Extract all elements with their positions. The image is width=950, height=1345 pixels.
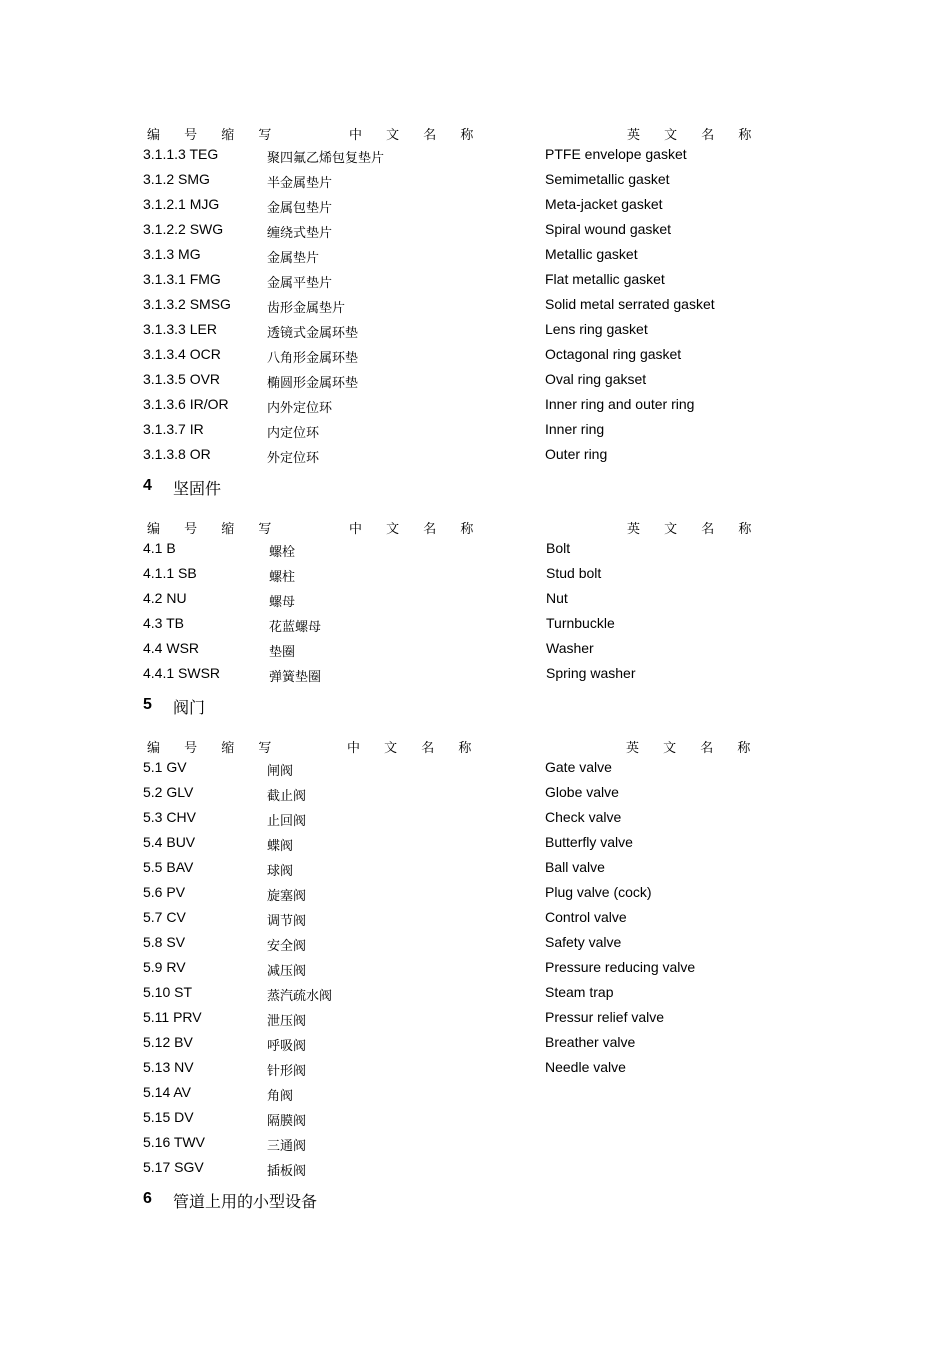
valve-rows	[143, 756, 763, 1181]
code-cell: 3.1.2.1 MJG	[143, 196, 220, 212]
english-name-cell: Spring washer	[546, 665, 636, 681]
section-number: 6	[143, 1190, 152, 1207]
chinese-name-cell: 蒸汽疏水阀	[267, 989, 333, 1004]
english-name-cell: PTFE envelope gasket	[545, 146, 687, 162]
chinese-name-cell: 插板阀	[267, 1164, 307, 1179]
english-name-cell: Spiral wound gasket	[545, 221, 672, 237]
english-name-cell: Globe valve	[545, 784, 619, 800]
english-name-cell: Lens ring gasket	[545, 321, 648, 337]
code-cell: 4.4 WSR	[143, 640, 200, 656]
table-header	[143, 731, 763, 756]
header-code-abbr: 编 号 缩 写	[147, 128, 282, 143]
chinese-name-cell: 金属包垫片	[267, 201, 333, 216]
header-english-name: 英 文 名 称	[626, 741, 761, 756]
chinese-name-cell: 螺栓	[269, 545, 296, 560]
english-name-cell: Check valve	[545, 809, 622, 825]
english-name-cell: Solid metal serrated gasket	[545, 296, 715, 312]
gasket-table	[143, 118, 763, 468]
header-code-abbr: 编 号 缩 写	[147, 522, 282, 537]
table-row	[143, 1131, 763, 1156]
section-number: 4	[143, 477, 152, 494]
code-cell: 3.1.3.8 OR	[143, 446, 211, 462]
english-name-cell: Nut	[546, 590, 568, 606]
chinese-name-cell: 内定位环	[267, 426, 320, 441]
english-name-cell: Control valve	[545, 909, 627, 925]
code-cell: 3.1.3.1 FMG	[143, 271, 221, 287]
code-cell: 5.15 DV	[143, 1109, 194, 1125]
english-name-cell: Semimetallic gasket	[545, 171, 670, 187]
table-row	[143, 981, 763, 1006]
code-cell: 3.1.3.4 OCR	[143, 346, 221, 362]
chinese-name-cell: 针形阀	[267, 1064, 307, 1079]
english-name-cell: Pressur relief valve	[545, 1009, 665, 1025]
chinese-name-cell: 闸阀	[267, 764, 294, 779]
chinese-name-cell: 八角形金属环垫	[267, 351, 359, 366]
english-name-cell: Steam trap	[545, 984, 614, 1000]
table-row	[143, 143, 763, 168]
table-row	[143, 906, 763, 931]
table-row	[143, 1156, 763, 1181]
chinese-name-cell: 内外定位环	[267, 401, 333, 416]
table-row	[143, 243, 763, 268]
code-cell: 5.4 BUV	[143, 834, 196, 850]
fastener-table	[143, 512, 763, 687]
section-title: 坚固件	[173, 479, 222, 498]
table-row	[143, 418, 763, 443]
chinese-name-cell: 角阀	[267, 1089, 294, 1104]
code-cell: 5.9 RV	[143, 959, 186, 975]
english-name-cell: Flat metallic gasket	[545, 271, 665, 287]
code-cell: 3.1.3.3 LER	[143, 321, 217, 337]
chinese-name-cell: 泄压阀	[267, 1014, 307, 1029]
chinese-name-cell: 外定位环	[267, 451, 320, 466]
section-6-heading	[143, 1181, 763, 1217]
table-row	[143, 393, 763, 418]
chinese-name-cell: 金属平垫片	[267, 276, 333, 291]
code-cell: 5.8 SV	[143, 934, 186, 950]
chinese-name-cell: 花蓝螺母	[269, 620, 322, 635]
table-row	[143, 368, 763, 393]
english-name-cell: Turnbuckle	[546, 615, 615, 631]
table-row	[143, 218, 763, 243]
code-cell: 3.1.2.2 SWG	[143, 221, 224, 237]
code-cell: 5.3 CHV	[143, 809, 196, 825]
table-row	[143, 781, 763, 806]
chinese-name-cell: 呼吸阀	[267, 1039, 307, 1054]
table-row	[143, 587, 763, 612]
english-name-cell: Bolt	[546, 540, 571, 556]
document-page	[143, 118, 763, 1217]
chinese-name-cell: 垫圈	[269, 645, 296, 660]
header-chinese-name: 中 文 名 称	[347, 741, 482, 756]
table-row	[143, 1006, 763, 1031]
english-name-cell: Oval ring gakset	[545, 371, 647, 387]
english-name-cell: Plug valve (cock)	[545, 884, 652, 900]
chinese-name-cell: 聚四氟乙烯包复垫片	[267, 151, 385, 166]
code-cell: 3.1.1.3 TEG	[143, 146, 219, 162]
code-cell: 4.3 TB	[143, 615, 184, 631]
section-number: 5	[143, 696, 152, 713]
table-row	[143, 662, 763, 687]
table-row	[143, 1081, 763, 1106]
table-row	[143, 168, 763, 193]
table-row	[143, 343, 763, 368]
code-cell: 3.1.3.6 IR/OR	[143, 396, 229, 412]
code-cell: 5.5 BAV	[143, 859, 194, 875]
header-chinese-name: 中 文 名 称	[349, 128, 484, 143]
table-row	[143, 881, 763, 906]
header-code-abbr: 编 号 缩 写	[147, 741, 282, 756]
header-english-name: 英 文 名 称	[627, 522, 762, 537]
code-cell: 5.14 AV	[143, 1084, 192, 1100]
chinese-name-cell: 隔膜阀	[267, 1114, 307, 1129]
code-cell: 5.10 ST	[143, 984, 193, 1000]
code-cell: 4.4.1 SWSR	[143, 665, 221, 681]
english-name-cell: Pressure reducing valve	[545, 959, 696, 975]
chinese-name-cell: 螺母	[269, 595, 296, 610]
code-cell: 5.17 SGV	[143, 1159, 204, 1175]
chinese-name-cell: 三通阀	[267, 1139, 307, 1154]
section-5-heading	[143, 687, 763, 723]
table-row	[143, 1106, 763, 1131]
code-cell: 3.1.3 MG	[143, 246, 201, 262]
english-name-cell: Outer ring	[545, 446, 608, 462]
section-title: 管道上用的小型设备	[173, 1192, 318, 1211]
table-row	[143, 268, 763, 293]
english-name-cell: Breather valve	[545, 1034, 636, 1050]
english-name-cell: Butterfly valve	[545, 834, 633, 850]
table-row	[143, 1056, 763, 1081]
table-row	[143, 831, 763, 856]
table-row	[143, 806, 763, 831]
english-name-cell: Metallic gasket	[545, 246, 638, 262]
gasket-rows	[143, 143, 763, 468]
code-cell: 3.1.3.7 IR	[143, 421, 204, 437]
table-row	[143, 931, 763, 956]
table-row	[143, 756, 763, 781]
english-name-cell: Ball valve	[545, 859, 605, 875]
code-cell: 4.2 NU	[143, 590, 187, 606]
chinese-name-cell: 弹簧垫圈	[269, 670, 322, 685]
chinese-name-cell: 金属垫片	[267, 251, 320, 266]
chinese-name-cell: 球阀	[267, 864, 294, 879]
code-cell: 3.1.3.2 SMSG	[143, 296, 231, 312]
header-english-name: 英 文 名 称	[627, 128, 762, 143]
valve-table	[143, 731, 763, 1181]
english-name-cell: Meta-jacket gasket	[545, 196, 663, 212]
english-name-cell: Gate valve	[545, 759, 612, 775]
code-cell: 5.11 PRV	[143, 1009, 202, 1025]
table-row	[143, 956, 763, 981]
code-cell: 5.13 NV	[143, 1059, 194, 1075]
header-chinese-name: 中 文 名 称	[349, 522, 484, 537]
code-cell: 3.1.3.5 OVR	[143, 371, 221, 387]
section-title: 阀门	[173, 698, 206, 717]
english-name-cell: Washer	[546, 640, 594, 656]
english-name-cell: Inner ring and outer ring	[545, 396, 695, 412]
chinese-name-cell: 截止阀	[267, 789, 307, 804]
table-row	[143, 562, 763, 587]
chinese-name-cell: 调节阀	[267, 914, 307, 929]
table-row	[143, 443, 763, 468]
table-row	[143, 637, 763, 662]
table-row	[143, 318, 763, 343]
code-cell: 5.2 GLV	[143, 784, 194, 800]
code-cell: 5.6 PV	[143, 884, 186, 900]
chinese-name-cell: 螺柱	[269, 570, 296, 585]
table-row	[143, 856, 763, 881]
table-row	[143, 193, 763, 218]
fastener-rows	[143, 537, 763, 687]
english-name-cell: Octagonal ring gasket	[545, 346, 682, 362]
chinese-name-cell: 旋塞阀	[267, 889, 307, 904]
chinese-name-cell: 蝶阀	[267, 839, 294, 854]
code-cell: 5.12 BV	[143, 1034, 193, 1050]
table-row	[143, 537, 763, 562]
table-row	[143, 1031, 763, 1056]
chinese-name-cell: 缠绕式垫片	[267, 226, 333, 241]
code-cell: 5.1 GV	[143, 759, 187, 775]
table-header	[143, 118, 763, 143]
english-name-cell: Inner ring	[545, 421, 605, 437]
code-cell: 5.16 TWV	[143, 1134, 205, 1150]
english-name-cell: Stud bolt	[546, 565, 602, 581]
table-row	[143, 612, 763, 637]
chinese-name-cell: 齿形金属垫片	[267, 301, 346, 316]
english-name-cell: Needle valve	[545, 1059, 626, 1075]
chinese-name-cell: 止回阀	[267, 814, 307, 829]
code-cell: 4.1 B	[143, 540, 176, 556]
code-cell: 5.7 CV	[143, 909, 186, 925]
section-4-heading	[143, 468, 763, 504]
table-header	[143, 512, 763, 537]
table-row	[143, 293, 763, 318]
chinese-name-cell: 椭圆形金属环垫	[267, 376, 359, 391]
english-name-cell: Safety valve	[545, 934, 622, 950]
chinese-name-cell: 透镜式金属环垫	[267, 326, 359, 341]
code-cell: 3.1.2 SMG	[143, 171, 210, 187]
chinese-name-cell: 半金属垫片	[267, 176, 333, 191]
chinese-name-cell: 减压阀	[267, 964, 307, 979]
code-cell: 4.1.1 SB	[143, 565, 197, 581]
chinese-name-cell: 安全阀	[267, 939, 307, 954]
